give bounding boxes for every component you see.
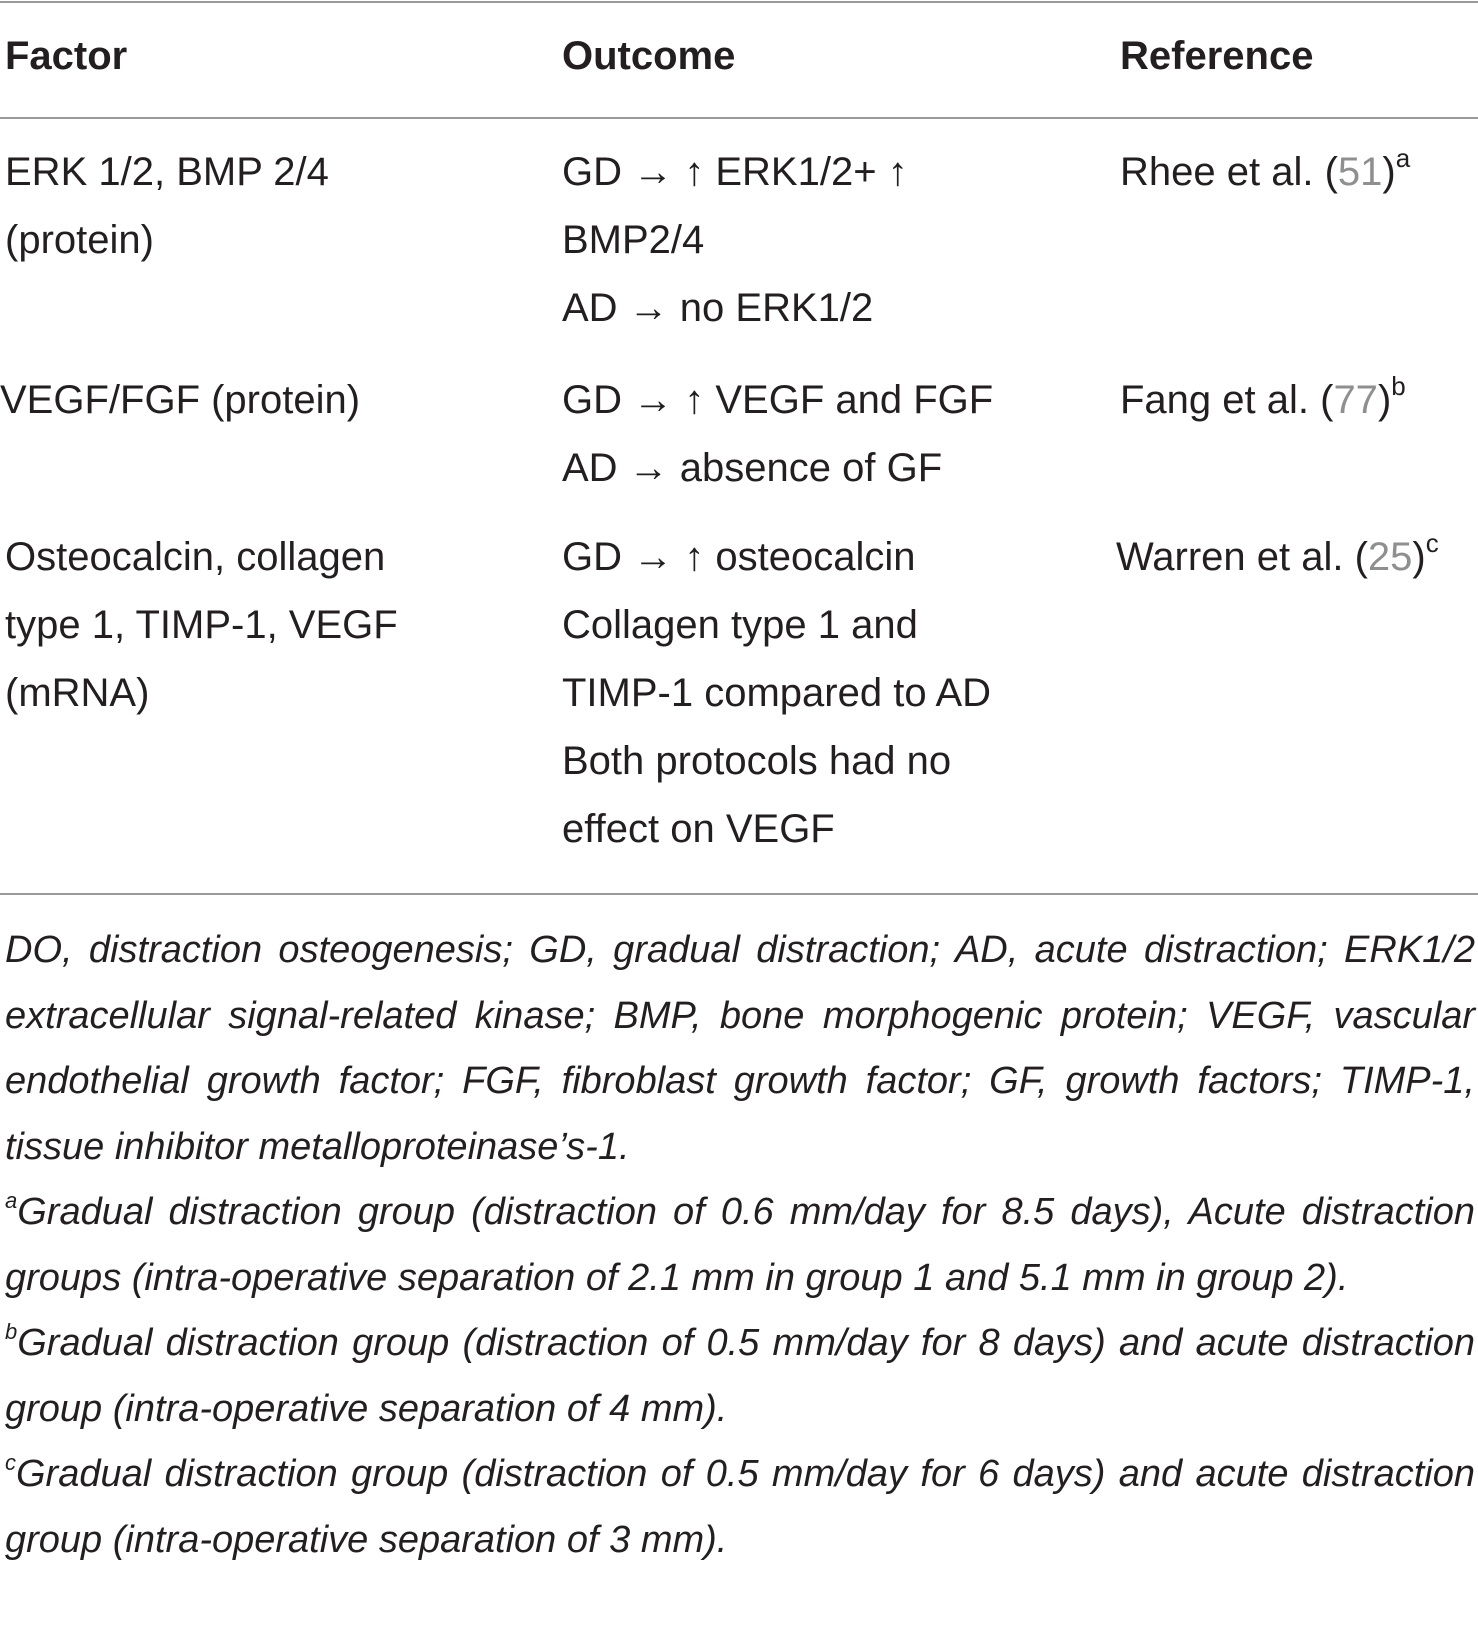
row-3-outcome-line: Collagen type 1 and [562, 603, 918, 647]
row-3-factor-line: Osteocalcin, collagen [5, 535, 386, 579]
row-3-ref-mark: c [1425, 527, 1439, 558]
row-3-outcome-line: Both protocols had no [562, 739, 952, 783]
header-reference: Reference [1120, 34, 1314, 78]
row-2-ref-mark: b [1391, 370, 1406, 401]
footnote-a-text: Gradual distraction group (distraction of 0.6 mm/day for 8.5 days), Acute distraction groups (intra-operative separation of 2.1 mm in group 1 and 5.1 mm in group 2). [5, 1191, 1475, 1299]
row-1-ref-close: ) [1382, 150, 1396, 194]
row-2-ref-author: Fang et al. ( [1120, 378, 1334, 422]
footnote-b-text: Gradual distraction group (distraction of 0.5 mm/day for 8 days) and acute distraction group (intra-operative separation of 4 mm). [5, 1322, 1475, 1430]
footnote-a [5, 1180, 1475, 1311]
row-3-ref-author: Warren et al. ( [1116, 535, 1368, 579]
footnote-c-mark: c [5, 1450, 16, 1476]
footnote-c-text: Gradual distraction group (distraction of 0.5 mm/day for 6 days) and acute distraction group (intra-operative separation of 3 mm). [5, 1453, 1475, 1561]
table-bottom-rule [0, 893, 1478, 895]
footnote-b [5, 1311, 1475, 1442]
row-2-outcome [562, 366, 1102, 502]
table-top-rule [0, 1, 1478, 3]
row-1-factor-line: (protein) [5, 218, 154, 262]
table-footnotes [5, 918, 1475, 1573]
footnote-abbreviations: DO, distraction osteogenesis; GD, gradual distraction; AD, acute distraction; ERK1/2 extracellular signal-related kinase; BMP, bone morphogenic protein; VEGF, vascular endothelial growth factor; FGF, fibroblast growth factor; GF, growth factors; TIMP-1, tissue inhibitor metalloproteinase’s-1. [5, 929, 1475, 1168]
row-1-ref-mark: a [1395, 142, 1411, 173]
row-2-reference [1120, 366, 1475, 434]
row-3-factor [5, 523, 545, 727]
row-1-ref-author: Rhee et al. ( [1120, 150, 1338, 194]
row-1-ref-number[interactable]: 51 [1337, 150, 1383, 194]
header-outcome: Outcome [562, 34, 736, 78]
row-3-outcome-line: TIMP-1 compared to AD [562, 671, 992, 715]
row-1-factor [5, 138, 545, 274]
row-2-factor-line: VEGF/FGF (protein) [0, 378, 361, 422]
row-3-ref-close: ) [1412, 535, 1426, 579]
row-3-outcome [562, 523, 1102, 863]
row-2-outcome-line: GD → ↑ VEGF and FGF [562, 378, 994, 422]
row-1-reference [1120, 138, 1475, 206]
row-1-factor-line: ERK 1/2, BMP 2/4 [5, 150, 329, 194]
header-factor: Factor [5, 34, 128, 78]
row-3-outcome-line: GD → ↑ osteocalcin [562, 535, 916, 579]
row-3-ref-number[interactable]: 25 [1367, 535, 1413, 579]
footnote-c [5, 1442, 1475, 1573]
row-1-outcome-line: AD → no ERK1/2 [562, 286, 874, 330]
row-1-outcome [562, 138, 1102, 342]
header-rule [0, 117, 1478, 119]
footnote-b-mark: b [5, 1319, 18, 1345]
row-2-ref-number[interactable]: 77 [1333, 378, 1378, 422]
row-3-reference [1116, 523, 1471, 591]
row-3-factor-line: (mRNA) [5, 671, 150, 715]
row-3-factor-line: type 1, TIMP-1, VEGF [5, 603, 398, 647]
row-1-outcome-line: GD → ↑ ERK1/2+ ↑ [562, 150, 908, 194]
footnote-a-mark: a [5, 1188, 18, 1214]
row-2-ref-close: ) [1377, 378, 1392, 422]
row-1-outcome-line: BMP2/4 [562, 218, 705, 262]
row-3-outcome-line: effect on VEGF [562, 807, 835, 851]
row-2-outcome-line: AD → absence of GF [562, 446, 943, 490]
row-2-factor [0, 366, 540, 434]
